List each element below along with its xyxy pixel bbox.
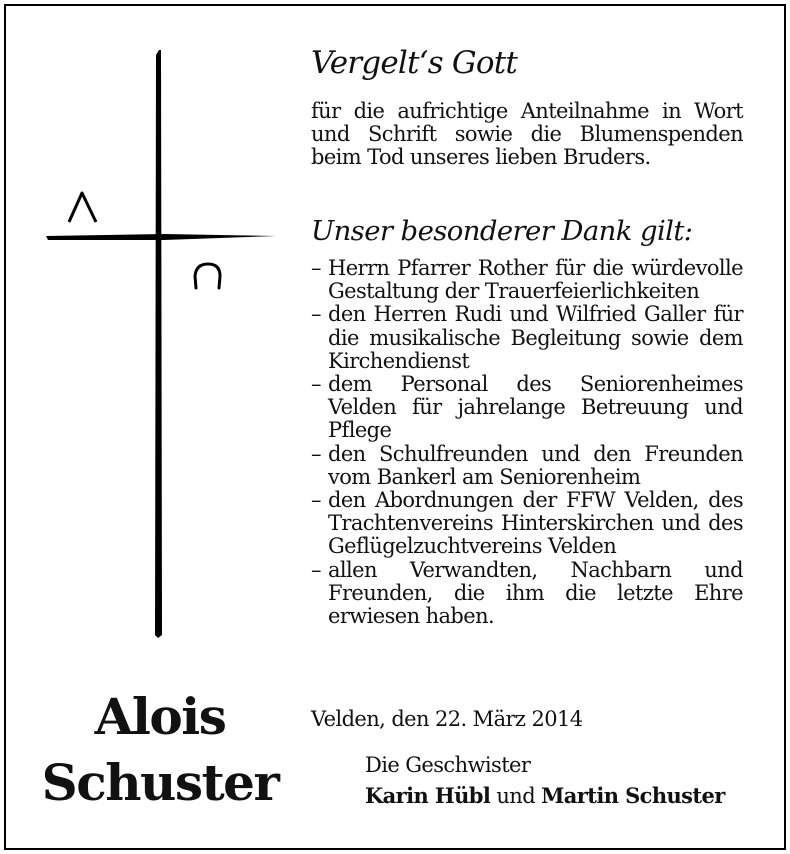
list-dash: – <box>311 372 321 397</box>
signature-names <box>365 784 725 808</box>
list-dash: – <box>311 302 321 327</box>
signature-name-1: Karin Hübl <box>365 783 491 808</box>
special-thanks-heading: Unser besonderer Dank gilt: <box>311 215 693 247</box>
omega-symbol-icon <box>195 264 220 288</box>
signature-name-2: Martin Schuster <box>541 783 725 808</box>
list-item <box>311 559 743 629</box>
list-dash: – <box>311 557 321 582</box>
alpha-symbol-icon <box>69 193 96 222</box>
place-date: Velden, den 22. März 2014 <box>311 707 583 731</box>
list-item-text: den Abordnungen der FFW Velden, des Trachtenvereins Hinterskirchen und des Geflügelzuchtvereins Velden <box>328 488 743 559</box>
thanks-heading: Vergelt‘s Gott <box>311 45 518 81</box>
thanks-intro: für die aufrichtige Anteilnahme in Wort und Schrift sowie die Blumenspenden beim Tod unseres lieben Bruders. <box>311 99 743 170</box>
list-item <box>311 373 743 443</box>
list-item <box>311 489 743 559</box>
list-item <box>311 257 743 303</box>
list-item <box>311 303 743 373</box>
thanks-list <box>311 257 743 628</box>
deceased-first-name: Alois <box>94 687 226 746</box>
list-dash: – <box>311 488 321 513</box>
list-item-text: den Schulfreunden und den Freunden vom Bankerl am Seniorenheim <box>328 441 743 489</box>
signature-connector: und <box>496 784 536 808</box>
list-dash: – <box>311 256 321 280</box>
deceased-last-name: Schuster <box>41 753 279 812</box>
list-item-text: Herrn Pfarrer Rother für die würdevolle Gestaltung der Trauerfeierlichkeiten <box>328 256 743 304</box>
cross-icon <box>44 50 284 650</box>
list-item-text: den Herren Rudi und Wilfried Galler für die musikalische Begleitung sowie dem Kirchendienst <box>328 302 743 373</box>
list-dash: – <box>311 441 321 466</box>
list-item-text: allen Verwandten, Nachbarn und Freunden, die ihm die letzte Ehre erwiesen haben. <box>328 557 743 629</box>
signature-label: Die Geschwister <box>365 753 531 777</box>
list-item-text: dem Personal des Seniorenheimes Velden für jahrelange Betreuung und Pflege <box>328 372 743 443</box>
list-item <box>311 443 743 489</box>
